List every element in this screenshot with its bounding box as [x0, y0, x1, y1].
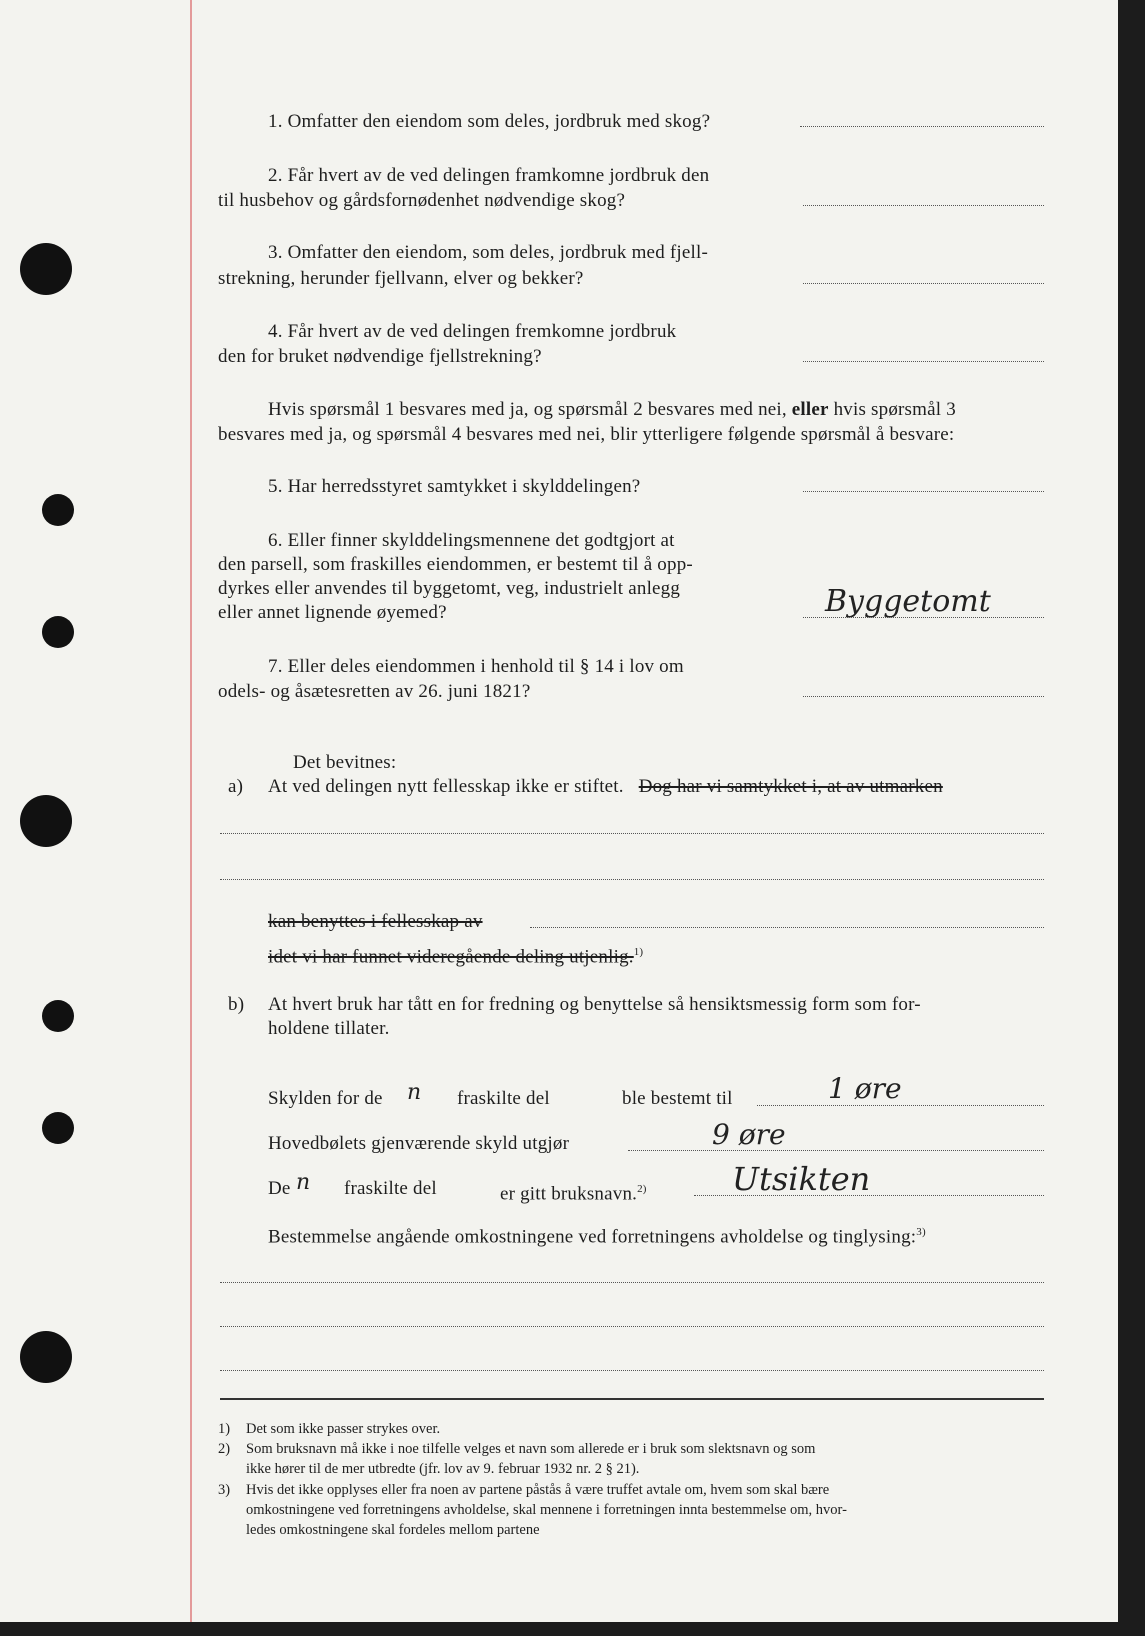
- footnote-2-mark: 2): [218, 1441, 231, 1457]
- footnote-1-text: Det som ikke passer strykes over.: [246, 1421, 441, 1437]
- punch-hole: [20, 795, 72, 847]
- bevitnes-b-line-1: At hvert bruk har tått en for fredning og benyttelse så hensiktsmessig form som for-: [268, 994, 921, 1015]
- fill-line[interactable]: [220, 879, 1044, 880]
- question-5: 5. Har herredsstyret samtykket i skylddelingen?: [268, 476, 641, 497]
- bevitnes-a-text: At ved delingen nytt fellesskap ikke er stiftet.: [268, 776, 624, 797]
- bevitnes-a-struck-text: Dog har vi samtykket i, at av utmarken: [638, 776, 943, 797]
- punch-hole: [42, 494, 74, 526]
- bevitnes-b-label: b): [228, 994, 245, 1015]
- hovedbol-value-line[interactable]: [628, 1150, 1044, 1151]
- bruksnavn-b: fraskilte del: [344, 1178, 437, 1199]
- condition-line-2: besvares med ja, og spørsmål 4 besvares med nei, blir ytterligere følgende spørsmål å besvare:: [218, 424, 955, 445]
- question-6-line-4: eller annet lignende øyemed?: [218, 602, 447, 623]
- answer-line-4[interactable]: [803, 361, 1044, 362]
- footnote-3-text-2: omkostningene ved forretningens avholdelse, skal mennene i forretningen innta bestemmelse om, hvor-: [246, 1502, 847, 1518]
- question-7-line-1: 7. Eller deles eiendommen i henhold til § 14 i lov om: [268, 656, 684, 677]
- skyld-line-1-handwritten-n: n: [407, 1080, 422, 1105]
- skyld-line-1-a: Skylden for de: [268, 1088, 383, 1109]
- bevitnes-b-line-2: holdene tillater.: [268, 1018, 390, 1039]
- footnote-ref-3: 3): [916, 1226, 926, 1238]
- answer-line-6[interactable]: [803, 617, 1044, 618]
- skyld-value-line[interactable]: [757, 1105, 1044, 1106]
- answer-line-2[interactable]: [803, 205, 1044, 206]
- skyld-value-handwritten: 1 øre: [828, 1072, 902, 1105]
- bevitnes-a-line: [268, 775, 943, 799]
- question-3-line-1: 3. Omfatter den eiendom, som deles, jordbruk med fjell-: [268, 242, 708, 263]
- footnote-3-mark: 3): [218, 1482, 231, 1498]
- fill-line[interactable]: [220, 1326, 1044, 1327]
- red-margin-line: [190, 0, 192, 1622]
- question-7-line-2: odels- og åsætesretten av 26. juni 1821?: [218, 681, 531, 702]
- footnote-ref-1: 1): [633, 946, 644, 958]
- question-3-line-2: strekning, herunder fjellvann, elver og bekker?: [218, 268, 584, 289]
- question-4-line-1: 4. Får hvert av de ved delingen fremkomne jordbruk: [268, 321, 677, 342]
- struck-line-3-wrap: [268, 940, 643, 969]
- answer-line-7[interactable]: [803, 696, 1044, 697]
- fill-line[interactable]: [220, 833, 1044, 834]
- bestemmelse-label: Bestemmelse angående omkostningene ved forretningens avholdelse og tinglysing:: [268, 1226, 917, 1248]
- footnote-1-mark: 1): [218, 1421, 231, 1437]
- fill-line[interactable]: [530, 927, 1044, 928]
- punch-hole: [20, 1331, 72, 1383]
- fill-line[interactable]: [220, 1370, 1044, 1371]
- bruksnavn-c-wrap: [500, 1177, 647, 1206]
- footnote-ref-2: 2): [637, 1183, 647, 1195]
- question-6-line-1: 6. Eller finner skylddelingsmennene det godtgjort at: [268, 530, 675, 551]
- condition-line-1: [268, 398, 956, 422]
- answer-6-handwritten: Byggetomt: [825, 584, 991, 619]
- footnote-2-text-1: Som bruksnavn må ikke i noe tilfelle velges et navn som allerede er i bruk som slektsnavn og som: [246, 1441, 816, 1457]
- question-1: 1. Omfatter den eiendom som deles, jordbruk med skog?: [268, 111, 711, 132]
- answer-line-1[interactable]: [800, 126, 1044, 127]
- answer-line-3[interactable]: [803, 283, 1044, 284]
- punch-hole: [42, 1112, 74, 1144]
- footnote-2-text-2: ikke hører til de mer utbredte (jfr. lov av 9. februar 1932 nr. 2 § 21).: [246, 1461, 640, 1477]
- skyld-line-1-b: fraskilte del: [457, 1088, 550, 1109]
- condition-text-b: hvis spørsmål 3: [833, 399, 956, 420]
- punch-hole: [42, 616, 74, 648]
- punch-hole: [42, 1000, 74, 1032]
- hovedbol-value-handwritten: 9 øre: [712, 1118, 786, 1151]
- bruksnavn-value-handwritten: Utsikten: [732, 1160, 871, 1198]
- struck-line-2: kan benyttes i fellesskap av: [268, 911, 483, 932]
- skyld-line-1-c: ble bestemt til: [622, 1088, 733, 1109]
- question-4-line-2: den for bruket nødvendige fjellstrekning?: [218, 346, 542, 367]
- bruksnavn-handwritten-n: n: [296, 1170, 311, 1195]
- question-2-line-2: til husbehov og gårdsfornødenhet nødvendige skog?: [218, 190, 626, 211]
- footnote-3-text-3: ledes omkostningene skal fordeles mellom partene: [246, 1522, 540, 1538]
- bruksnavn-value-line[interactable]: [694, 1195, 1044, 1196]
- hovedbol-label: Hovedbølets gjenværende skyld utgjør: [268, 1133, 570, 1154]
- question-6-line-2: den parsell, som fraskilles eiendommen, er bestemt til å opp-: [218, 554, 693, 575]
- fill-line[interactable]: [220, 1282, 1044, 1283]
- question-6-line-3: dyrkes eller anvendes til byggetomt, veg, industrielt anlegg: [218, 578, 681, 599]
- bevitnes-heading: Det bevitnes:: [293, 752, 397, 773]
- bestemmelse-wrap: [268, 1220, 926, 1249]
- question-2-line-1: 2. Får hvert av de ved delingen framkomne jordbruk den: [268, 165, 710, 186]
- condition-bold-eller: eller: [791, 399, 829, 420]
- footnote-separator: [220, 1398, 1044, 1400]
- footnote-3-text-1: Hvis det ikke opplyses eller fra noen av partene påstås å være truffet avtale om, hvem som skal bære: [246, 1482, 830, 1498]
- punch-hole: [20, 243, 72, 295]
- condition-text-a: Hvis spørsmål 1 besvares med ja, og spørsmål 2 besvares med nei,: [268, 399, 787, 420]
- struck-line-3: idet vi har funnet videregående deling utjenlig.: [268, 946, 634, 968]
- bruksnavn-c: er gitt bruksnavn.: [500, 1183, 638, 1205]
- bruksnavn-a: De: [268, 1178, 291, 1199]
- bevitnes-a-label: a): [228, 776, 244, 797]
- answer-line-5[interactable]: [803, 491, 1044, 492]
